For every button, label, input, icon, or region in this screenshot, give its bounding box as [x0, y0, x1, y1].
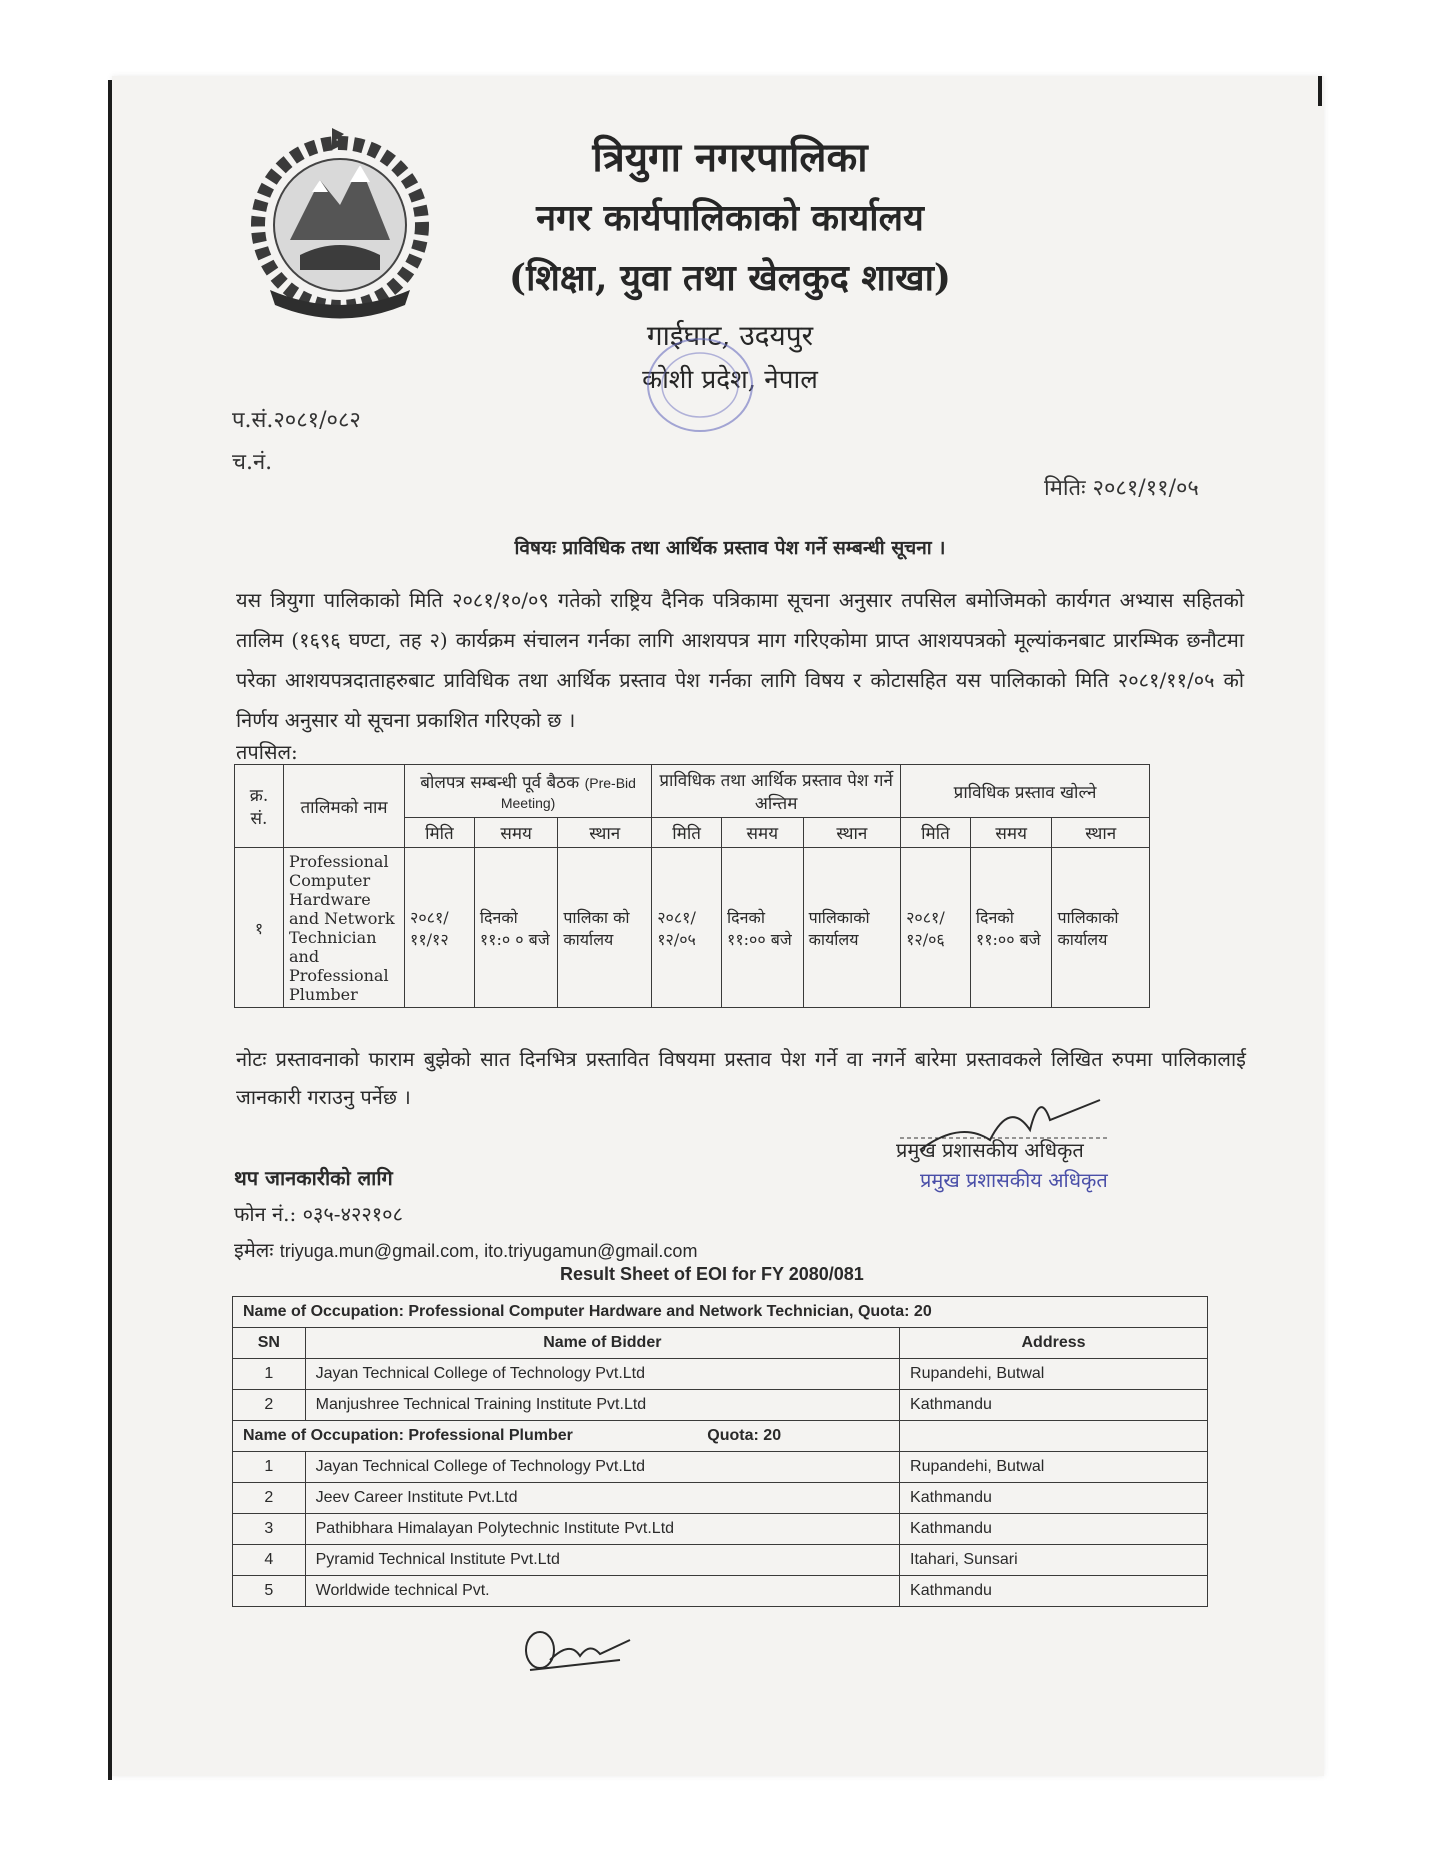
result-table	[232, 1296, 1208, 1607]
paper-edge-right	[1318, 76, 1322, 106]
col-place: स्थान	[558, 818, 652, 848]
cell-sn: 2	[233, 1390, 306, 1421]
office-place: गाईघाट, उदयपुर	[646, 319, 814, 352]
contact-phone: फोन नं.: ०३५-४२२१०८	[234, 1202, 403, 1226]
table-row	[233, 1452, 1208, 1483]
col-date: मिति	[405, 818, 475, 848]
cell-prebid-date: २०८१/ ११/१२	[405, 848, 475, 1008]
occupation-row	[233, 1421, 1208, 1452]
office-title: नगर कार्यपालिकाको कार्यालय	[536, 197, 924, 239]
schedule-row	[235, 848, 1150, 1008]
table-row	[233, 1390, 1208, 1421]
empty-cell	[900, 1421, 1208, 1452]
cell-prebid-place: पालिका को कार्यालय	[558, 848, 652, 1008]
cell-address: Kathmandu	[900, 1390, 1208, 1421]
office-stamp-icon	[640, 330, 760, 440]
schedule-table	[234, 764, 1150, 1008]
initial-signature-icon	[520, 1620, 640, 1680]
cell-training: Professional Computer Hardware and Network Technician and Professional Plumber	[284, 848, 405, 1008]
paper-edge	[108, 80, 112, 1780]
cell-sn: 1	[233, 1452, 306, 1483]
section-title: (शिक्षा, युवा तथा खेलकुद शाखा)	[509, 257, 951, 299]
cell-sub-time: दिनको ११:०० बजे	[722, 848, 804, 1008]
cell-sn: 5	[233, 1576, 306, 1607]
email-value: triyuga.mun@gmail.com, ito.triyugamun@gmail.com	[279, 1241, 698, 1261]
col-time: समय	[474, 818, 558, 848]
cell-address: Kathmandu	[900, 1514, 1208, 1545]
col-sn: क्र. सं.	[235, 765, 284, 848]
cell-sn: 3	[233, 1514, 306, 1545]
officer-stamp: प्रमुख प्रशासकीय अधिकृत	[920, 1168, 1108, 1192]
occupation-label: Name of Occupation: Professional Computer Hardware and Network Technician, Quota: 20	[233, 1297, 1208, 1328]
col-place: स्थान	[803, 818, 900, 848]
occupation-name: Name of Occupation: Professional Plumber	[243, 1427, 573, 1444]
col-sn: SN	[233, 1328, 306, 1359]
prebid-label: बोलपत्र सम्बन्धी पूर्व बैठक	[420, 772, 580, 793]
occupation-row	[233, 1297, 1208, 1328]
occupation-label	[233, 1421, 900, 1452]
cell-bidder: Worldwide technical Pvt.	[305, 1576, 899, 1607]
cell-sn: 4	[233, 1545, 306, 1576]
prebid-en-label: (Pre-Bid Meeting)	[500, 774, 636, 811]
schedule-header-row	[235, 765, 1150, 818]
col-opening: प्राविधिक प्रस्ताव खोल्ने	[901, 765, 1150, 818]
cell-bidder: Jayan Technical College of Technology Pvt.Ltd	[305, 1359, 899, 1390]
officer-title: प्रमुख प्रशासकीय अधिकृत	[896, 1138, 1084, 1162]
cell-address: Kathmandu	[900, 1576, 1208, 1607]
cell-address: Kathmandu	[900, 1483, 1208, 1514]
result-header-row	[233, 1328, 1208, 1359]
cell-open-place: पालिकाको कार्यालय	[1052, 848, 1150, 1008]
table-row	[233, 1514, 1208, 1545]
notice-subject: विषयः प्राविधिक तथा आर्थिक प्रस्ताव पेश गर्ने सम्बन्धी सूचना ।	[514, 537, 946, 559]
table-row	[233, 1576, 1208, 1607]
nepal-emblem-icon	[240, 120, 440, 340]
cell-prebid-time: दिनको ११:० ० बजे	[474, 848, 558, 1008]
notice-body: यस त्रियुगा पालिकाको मिति २०८१/१०/०९ गतेको राष्ट्रिय दैनिक पत्रिकामा सूचना अनुसार तपसिल बमोजिमको कार्यगत अभ्यास सहितको तालिम (१६९६ घण्टा, तह २) कार्यक्रम संचालन गर्नका लागि आशयपत्र माग गरिएकोमा प्राप्त आशयपत्रको मूल्यांकनबाट प्रारम्भिक छनौटमा परेका आशयपत्रदाताहरुबाट प्राविधिक तथा आर्थिक प्रस्ताव पेश गर्नका लागि विषय र कोटासहित यस पालिकाको मिति २०८१/११/०५ को निर्णय अनुसार यो सूचना प्रकाशित गरिएको छ ।	[236, 588, 1244, 732]
result-sheet-title: Result Sheet of EOI for FY 2080/081	[560, 1264, 864, 1284]
reference-number: प.सं.२०८१/०८२	[232, 408, 361, 433]
col-prebid	[405, 765, 652, 818]
email-label: इमेलः	[234, 1238, 274, 1262]
municipality-title: त्रियुगा नगरपालिका	[592, 134, 868, 181]
cell-address: Rupandehi, Butwal	[900, 1359, 1208, 1390]
details-label: तपसिल:	[236, 740, 298, 764]
contact-email	[234, 1236, 697, 1263]
cell-sn: १	[235, 848, 284, 1008]
office-province: कोशी प्रदेश, नेपाल	[642, 365, 818, 395]
cell-open-date: २०८१/ १२/०६	[901, 848, 971, 1008]
table-row	[233, 1359, 1208, 1390]
dispatch-number: च.नं.	[232, 450, 273, 475]
table-row	[233, 1545, 1208, 1576]
cell-address: Itahari, Sunsari	[900, 1545, 1208, 1576]
notice-note: नोटः प्रस्तावनाको फाराम बुझेको सात दिनभित्र प्रस्तावित विषयमा प्रस्ताव पेश गर्ने वा नगर्ने बारेमा प्रस्तावकले लिखित रुपमा पालिकालाई जानकारी गराउनु पर्नेछ ।	[236, 1047, 1246, 1109]
cell-bidder: Jayan Technical College of Technology Pvt.Ltd	[305, 1452, 899, 1483]
cell-sub-date: २०८१/ १२/०५	[652, 848, 722, 1008]
contact-heading: थप जानकारीको लागि	[234, 1166, 393, 1190]
col-time: समय	[722, 818, 804, 848]
col-submission: प्राविधिक तथा आर्थिक प्रस्ताव पेश गर्ने अन्तिम	[652, 765, 901, 818]
col-date: मिति	[652, 818, 722, 848]
col-date: मिति	[901, 818, 971, 848]
cell-sn: 2	[233, 1483, 306, 1514]
occupation-quota: Quota: 20	[707, 1427, 782, 1444]
cell-open-time: दिनको ११:०० बजे	[970, 848, 1052, 1008]
col-bidder: Name of Bidder	[305, 1328, 899, 1359]
cell-bidder: Jeev Career Institute Pvt.Ltd	[305, 1483, 899, 1514]
col-place: स्थान	[1052, 818, 1150, 848]
cell-sub-place: पालिकाको कार्यालय	[803, 848, 900, 1008]
notice-date: मितिः २०८१/११/०५	[1044, 476, 1199, 501]
table-row	[233, 1483, 1208, 1514]
cell-address: Rupandehi, Butwal	[900, 1452, 1208, 1483]
cell-sn: 1	[233, 1359, 306, 1390]
cell-bidder: Pathibhara Himalayan Polytechnic Institute Pvt.Ltd	[305, 1514, 899, 1545]
col-training: तालिमको नाम	[284, 765, 405, 848]
cell-bidder: Manjushree Technical Training Institute Pvt.Ltd	[305, 1390, 899, 1421]
col-time: समय	[970, 818, 1052, 848]
col-address: Address	[900, 1328, 1208, 1359]
cell-bidder: Pyramid Technical Institute Pvt.Ltd	[305, 1545, 899, 1576]
